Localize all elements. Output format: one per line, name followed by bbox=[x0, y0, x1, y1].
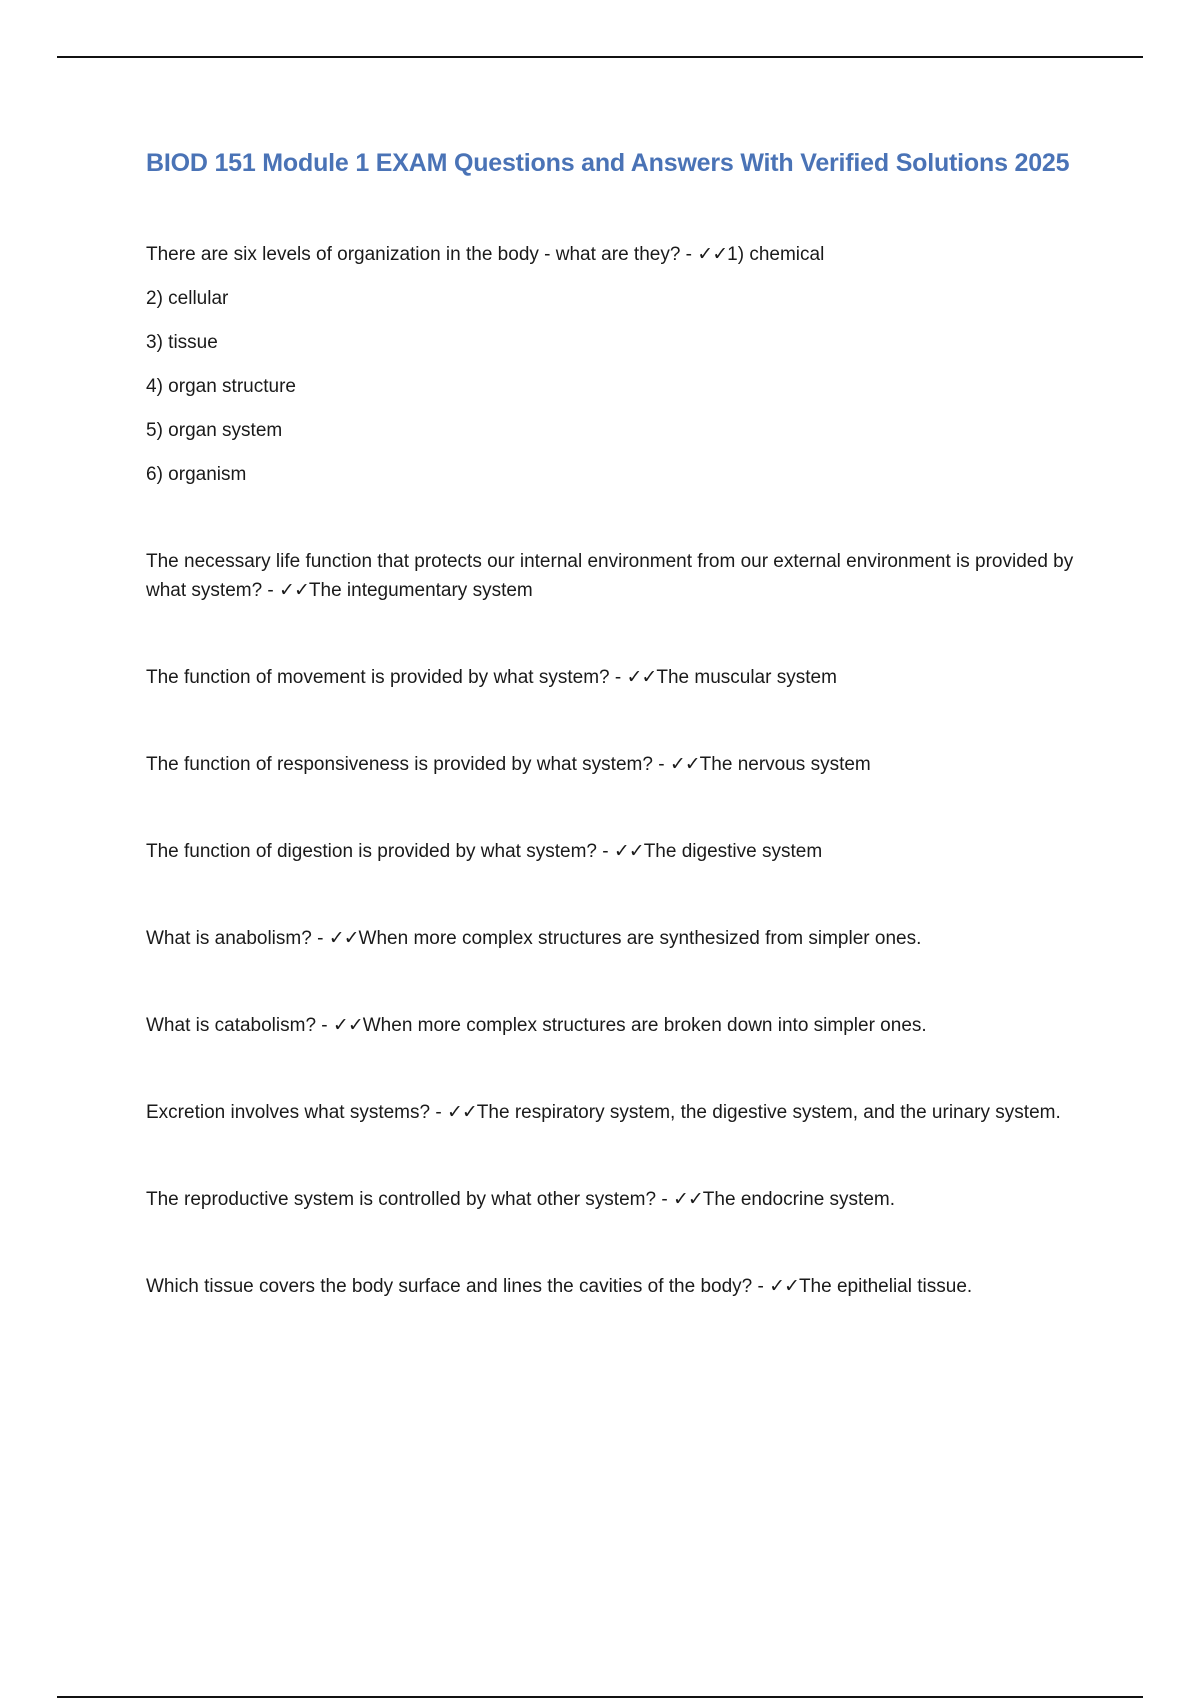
separator: - bbox=[316, 1015, 333, 1036]
bottom-rule bbox=[57, 1696, 1143, 1698]
answer-text: When more complex structures are broken down into simpler ones. bbox=[362, 1015, 927, 1036]
question-text: Excretion involves what systems? bbox=[146, 1102, 431, 1123]
check-icon: ✓✓ bbox=[446, 1101, 477, 1123]
question-text: The function of responsiveness is provided by what system? bbox=[146, 754, 653, 775]
answer-list-item: 2) cellular bbox=[146, 288, 229, 309]
separator: - bbox=[609, 667, 627, 688]
question-text: What is anabolism? bbox=[146, 928, 312, 949]
top-rule bbox=[57, 56, 1143, 58]
answer-text: When more complex structures are synthesized from simpler ones. bbox=[358, 928, 922, 949]
question-text: The reproductive system is controlled by what other system? bbox=[146, 1189, 657, 1210]
check-icon: ✓✓ bbox=[328, 927, 359, 949]
question-text: What is catabolism? bbox=[146, 1015, 317, 1036]
check-icon: ✓✓ bbox=[697, 243, 728, 265]
qa-item bbox=[146, 1272, 1076, 1301]
check-icon: ✓✓ bbox=[669, 753, 700, 775]
answer-text: The muscular system bbox=[656, 667, 837, 688]
qa-item bbox=[146, 1185, 1076, 1214]
separator: - bbox=[652, 754, 670, 775]
check-icon: ✓✓ bbox=[613, 840, 644, 862]
qa-item bbox=[146, 547, 1076, 605]
answer-text: The endocrine system. bbox=[702, 1189, 895, 1210]
check-icon: ✓✓ bbox=[332, 1014, 363, 1036]
qa-item bbox=[146, 240, 1076, 269]
separator: - bbox=[752, 1276, 770, 1297]
separator: - bbox=[596, 841, 614, 862]
answer-text: The epithelial tissue. bbox=[798, 1276, 973, 1297]
qa-item bbox=[146, 924, 1076, 953]
question-text: The function of movement is provided by what system? bbox=[146, 667, 610, 688]
answer-list-item: 6) organism bbox=[146, 464, 247, 485]
document-body bbox=[146, 146, 1076, 1301]
check-icon: ✓✓ bbox=[672, 1188, 703, 1210]
answer-text: The nervous system bbox=[699, 754, 871, 775]
separator: - bbox=[430, 1102, 447, 1123]
question-text: The necessary life function that protects our internal environment from our external environment is provided by what system? bbox=[146, 551, 1074, 601]
separator: - bbox=[656, 1189, 673, 1210]
check-icon: ✓✓ bbox=[279, 579, 309, 601]
qa-item bbox=[146, 837, 1076, 866]
check-icon: ✓✓ bbox=[626, 666, 657, 688]
answer-text: The integumentary system bbox=[308, 580, 533, 601]
answer-list-item: 5) organ system bbox=[146, 420, 283, 441]
answer-list-item: 4) organ structure bbox=[146, 376, 296, 397]
page-title: BIOD 151 Module 1 EXAM Questions and Answers With Verified Solutions 2025 bbox=[146, 149, 1070, 177]
answer-list-item: 3) tissue bbox=[146, 332, 218, 353]
separator: - bbox=[311, 928, 329, 949]
answer-text: 1) chemical bbox=[727, 244, 825, 265]
question-text: There are six levels of organization in the body - what are they? bbox=[146, 244, 681, 265]
qa-item bbox=[146, 750, 1076, 779]
separator: - bbox=[262, 580, 280, 601]
question-text: The function of digestion is provided by what system? bbox=[146, 841, 597, 862]
answer-text: The respiratory system, the digestive system, and the urinary system. bbox=[476, 1102, 1061, 1123]
qa-item bbox=[146, 1098, 1076, 1127]
qa-item bbox=[146, 1011, 1076, 1040]
question-text: Which tissue covers the body surface and lines the cavities of the body? bbox=[146, 1276, 753, 1297]
qa-item bbox=[146, 663, 1076, 692]
answer-text: The digestive system bbox=[643, 841, 823, 862]
check-icon: ✓✓ bbox=[769, 1275, 799, 1297]
separator: - bbox=[680, 244, 698, 265]
